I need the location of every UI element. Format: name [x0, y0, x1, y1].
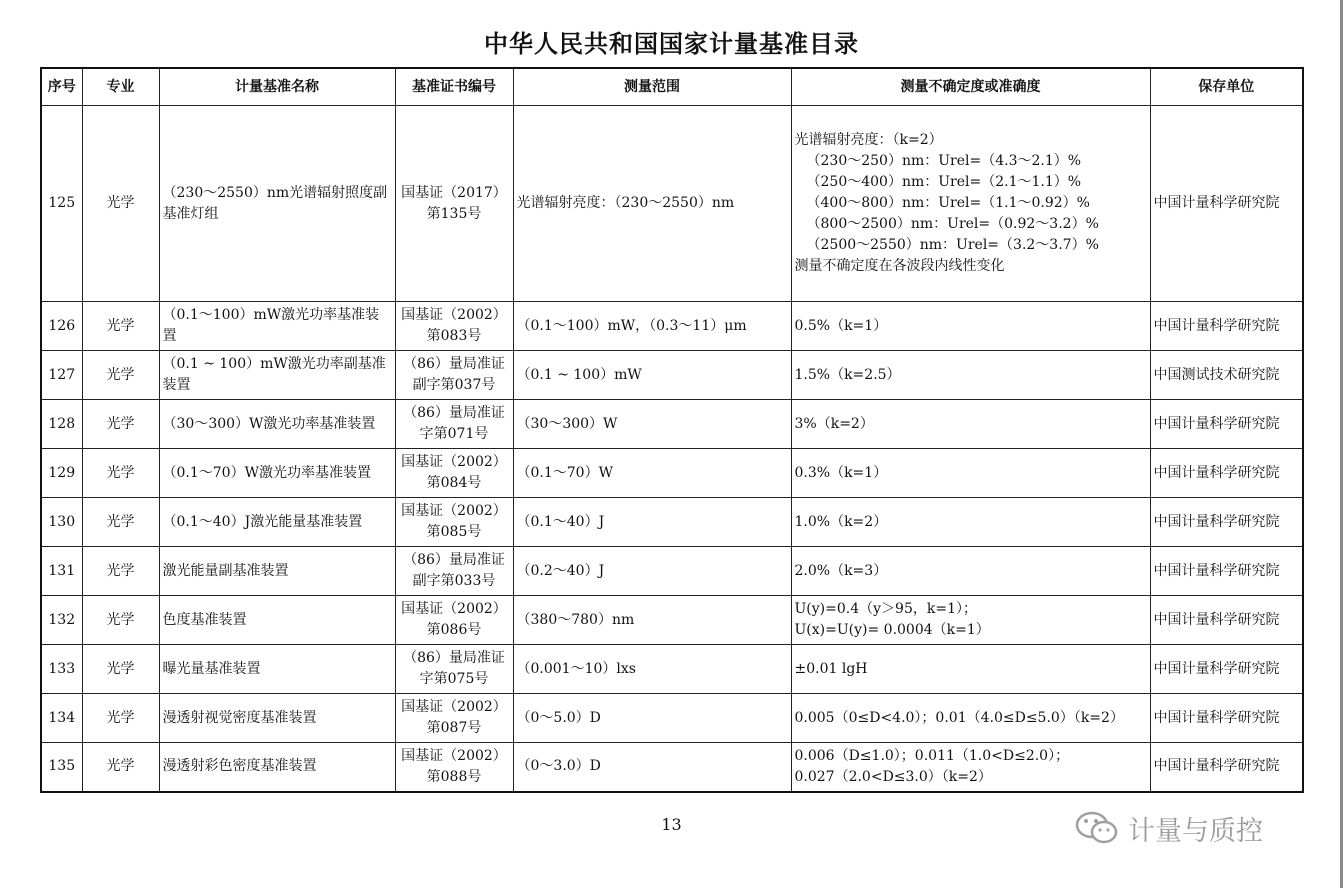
col-header-cert: 基准证书编号 — [395, 68, 513, 106]
col-header-unit: 保存单位 — [1150, 68, 1303, 106]
cell-unit: 中国计量科学研究院 — [1150, 449, 1303, 498]
cell-no: 129 — [41, 449, 82, 498]
cell-uncertainty — [791, 400, 1150, 449]
watermark-text: 计量与质控 — [1128, 815, 1263, 847]
cell-no: 126 — [41, 302, 82, 351]
table-header-row — [41, 68, 1303, 106]
cell-uncertainty — [791, 645, 1150, 694]
cell-no: 125 — [41, 106, 82, 302]
uncertainty-line: （2500～2550）nm：Urel=（3.2～3.7）% — [806, 237, 1099, 253]
cell-no: 127 — [41, 351, 82, 400]
cell-name: （0.1 ~ 100）mW激光功率副基准装置 — [159, 351, 395, 400]
uncertainty-line: 光谱辐射亮度：（k=2） — [794, 132, 943, 148]
table-row — [41, 498, 1303, 547]
cell-no: 133 — [41, 645, 82, 694]
cell-field: 光学 — [82, 694, 159, 743]
table-row — [41, 449, 1303, 498]
table-row — [41, 400, 1303, 449]
cell-cert: 国基证（2002）第083号 — [395, 302, 513, 351]
cell-unit: 中国计量科学研究院 — [1150, 106, 1303, 302]
uncertainty-line: 0.005（0≤D<4.0）；0.01（4.0≤D≤5.0）（k=2） — [794, 709, 1124, 726]
cell-field: 光学 — [82, 400, 159, 449]
cell-name: （0.1～40）J激光能量基准装置 — [159, 498, 395, 547]
uncertainty-line: （800～2500）nm：Urel=（0.92～3.2）% — [806, 216, 1099, 232]
cell-range: （0.2～40）J — [513, 547, 791, 596]
cell-name: （30～300）W激光功率基准装置 — [159, 400, 395, 449]
cell-name: 漫透射彩色密度基准装置 — [159, 743, 395, 792]
cell-uncertainty — [791, 694, 1150, 743]
cell-no: 134 — [41, 694, 82, 743]
cell-no: 132 — [41, 596, 82, 645]
uncertainty-line: 测量不确定度在各波段内线性变化 — [794, 258, 1005, 274]
cell-uncertainty — [791, 743, 1150, 792]
cell-uncertainty — [791, 547, 1150, 596]
cell-cert: 国基证（2002）第088号 — [395, 743, 513, 792]
table-row — [41, 106, 1303, 302]
cell-unit: 中国计量科学研究院 — [1150, 498, 1303, 547]
uncertainty-line: U(x)=U(y)= 0.0004（k=1） — [794, 622, 990, 638]
cell-range: （0.1 ~ 100）mW — [513, 351, 791, 400]
cell-uncertainty — [791, 498, 1150, 547]
col-header-range: 测量范围 — [513, 68, 791, 106]
cell-cert: 国基证（2002）第085号 — [395, 498, 513, 547]
table-row — [41, 302, 1303, 351]
cell-name: 激光能量副基准装置 — [159, 547, 395, 596]
page-title: 中华人民共和国国家计量基准目录 — [484, 30, 859, 58]
cell-cert: （86）量局准证字第075号 — [395, 645, 513, 694]
cell-uncertainty — [791, 449, 1150, 498]
cell-name: 漫透射视觉密度基准装置 — [159, 694, 395, 743]
cell-cert: （86）量局准证副字第033号 — [395, 547, 513, 596]
cell-field: 光学 — [82, 302, 159, 351]
uncertainty-line: 0.3%（k=1） — [794, 464, 888, 481]
table-row — [41, 547, 1303, 596]
col-header-field: 专业 — [82, 68, 159, 106]
uncertainty-line: ±0.01 lgH — [794, 660, 868, 677]
cell-cert: 国基证（2017）第135号 — [395, 106, 513, 302]
cell-field: 光学 — [82, 596, 159, 645]
table-row — [41, 645, 1303, 694]
uncertainty-line: 2.0%（k=3） — [794, 562, 888, 579]
cell-unit: 中国计量科学研究院 — [1150, 400, 1303, 449]
cell-field: 光学 — [82, 743, 159, 792]
cell-range: （30～300）W — [513, 400, 791, 449]
cell-range: （380～780）nm — [513, 596, 791, 645]
col-header-name: 计量基准名称 — [159, 68, 395, 106]
uncertainty-line: 0.5%（k=1） — [794, 317, 888, 334]
uncertainty-line: （250～400）nm：Urel=（2.1～1.1）% — [806, 174, 1082, 190]
cell-cert: 国基证（2002）第086号 — [395, 596, 513, 645]
uncertainty-line: （400～800）nm：Urel=（1.1～0.92）% — [806, 195, 1090, 211]
uncertainty-line: 3%（k=2） — [794, 415, 874, 432]
cell-range: （0.1～70）W — [513, 449, 791, 498]
cell-name: 色度基准装置 — [159, 596, 395, 645]
uncertainty-line: （230～250）nm：Urel=（4.3～2.1）% — [806, 153, 1082, 169]
standards-table — [40, 67, 1304, 793]
cell-no: 131 — [41, 547, 82, 596]
col-header-no: 序号 — [41, 68, 82, 106]
cell-field: 光学 — [82, 547, 159, 596]
watermark — [1074, 808, 1263, 848]
cell-cert: 国基证（2002）第084号 — [395, 449, 513, 498]
uncertainty-line: 1.0%（k=2） — [794, 513, 888, 530]
uncertainty-line: 1.5%（k=2.5） — [794, 366, 901, 383]
cell-unit: 中国计量科学研究院 — [1150, 645, 1303, 694]
cell-field: 光学 — [82, 449, 159, 498]
cell-field: 光学 — [82, 498, 159, 547]
cell-no: 135 — [41, 743, 82, 792]
cell-unit: 中国计量科学研究院 — [1150, 302, 1303, 351]
cell-field: 光学 — [82, 351, 159, 400]
cell-name: （0.1～100）mW激光功率基准装置 — [159, 302, 395, 351]
cell-range: 光谱辐射亮度：（230～2550）nm — [513, 106, 791, 302]
cell-field: 光学 — [82, 645, 159, 694]
table-row — [41, 351, 1303, 400]
cell-name: 曝光量基准装置 — [159, 645, 395, 694]
cell-unit: 中国计量科学研究院 — [1150, 694, 1303, 743]
cell-cert: （86）量局准证字第071号 — [395, 400, 513, 449]
cell-uncertainty — [791, 596, 1150, 645]
cell-field: 光学 — [82, 106, 159, 302]
table-row — [41, 694, 1303, 743]
cell-unit: 中国计量科学研究院 — [1150, 596, 1303, 645]
uncertainty-line: 0.006（D≤1.0）；0.011（1.0<D≤2.0）； — [794, 747, 1070, 764]
uncertainty-line: 0.027（2.0<D≤3.0）（k=2） — [794, 768, 992, 785]
cell-name: （0.1～70）W激光功率基准装置 — [159, 449, 395, 498]
cell-range: （0～3.0）D — [513, 743, 791, 792]
cell-no: 128 — [41, 400, 82, 449]
cell-range: （0.1～100）mW，（0.3～11）μm — [513, 302, 791, 351]
table-row — [41, 743, 1303, 792]
uncertainty-line: U(y)=0.4（y＞95，k=1）； — [794, 601, 977, 617]
cell-uncertainty — [791, 302, 1150, 351]
cell-unit: 中国计量科学研究院 — [1150, 743, 1303, 792]
cell-uncertainty — [791, 106, 1150, 302]
cell-range: （0～5.0）D — [513, 694, 791, 743]
table-row — [41, 596, 1303, 645]
cell-range: （0.001～10）lxs — [513, 645, 791, 694]
cell-range: （0.1～40）J — [513, 498, 791, 547]
col-header-uncertainty: 测量不确定度或准确度 — [791, 68, 1150, 106]
wechat-icon — [1074, 808, 1120, 848]
cell-name: （230～2550）nm光谱辐射照度副基准灯组 — [159, 106, 395, 302]
cell-cert: 国基证（2002）第087号 — [395, 694, 513, 743]
cell-cert: （86）量局准证副字第037号 — [395, 351, 513, 400]
cell-uncertainty — [791, 351, 1150, 400]
cell-unit: 中国计量科学研究院 — [1150, 547, 1303, 596]
cell-no: 130 — [41, 498, 82, 547]
cell-unit: 中国测试技术研究院 — [1150, 351, 1303, 400]
page-number: 13 — [661, 815, 682, 834]
